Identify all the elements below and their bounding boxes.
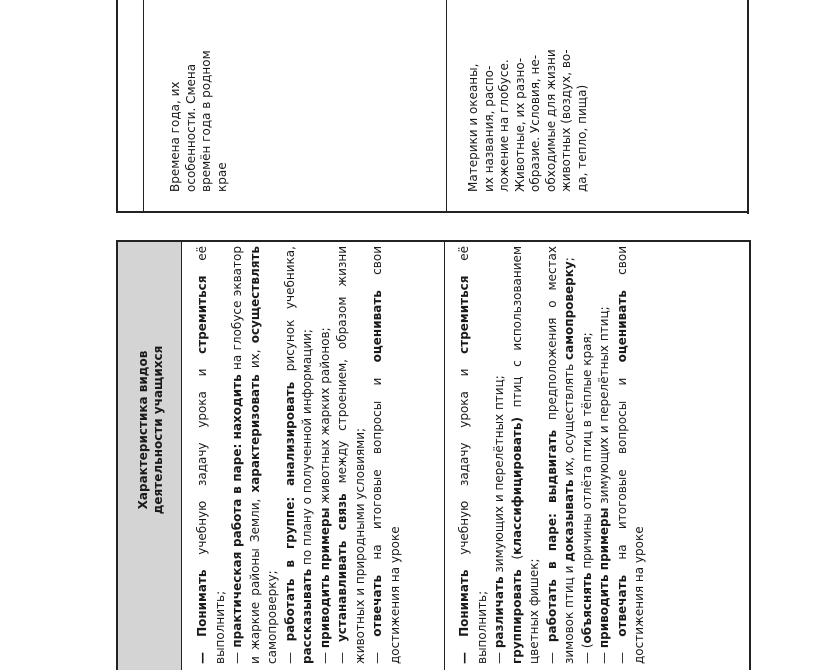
hot-regions-activities — [194, 246, 404, 664]
header-divider — [181, 241, 182, 670]
activity-item — [614, 246, 649, 664]
activity-text: учебную задачу урока и — [195, 353, 209, 570]
activity-text: — — [370, 636, 384, 664]
activity-keyword: объяснять — [579, 572, 594, 644]
activity-item — [194, 246, 229, 664]
activity-keyword: оценивать — [370, 290, 384, 363]
top-table-border-left — [116, 0, 118, 212]
activity-keyword: доказывать — [562, 479, 576, 562]
top-table-divider-1 — [143, 0, 144, 212]
continents-animals-topic-cell: Материки и океаны, их названия, распо- ложение на глобусе. Животные, их разно- образие. Условия, не- обходимые для жизни животных (воздух, во- да, тепло, пища) — [466, 49, 589, 192]
activity-text: рисунок учебника, — [282, 246, 297, 382]
activity-text: — — [614, 636, 629, 664]
activity-keyword: приводить примеры — [597, 507, 611, 649]
activity-text: её выполнить; — [195, 246, 227, 664]
activity-keyword: работать в паре: выдвигать — [544, 429, 559, 643]
activity-item — [282, 246, 317, 664]
activity-keyword: практическая работа в паре: — [230, 443, 244, 648]
activity-item — [317, 246, 335, 664]
activity-item — [334, 246, 369, 664]
activity-keyword: оценивать — [614, 290, 629, 363]
activity-keyword: — Понимать — [195, 569, 209, 664]
activity-text: ; — [562, 257, 576, 262]
activity-keyword: приводить примеры — [317, 507, 332, 649]
activity-keyword: отвечать — [614, 574, 629, 637]
activity-item — [229, 246, 282, 664]
activity-text: — — [335, 642, 349, 664]
activity-text: — — [282, 641, 297, 664]
row-divider — [444, 241, 445, 670]
activity-text: их, осуществлять — [562, 359, 576, 480]
activity-keyword: — Понимать — [457, 569, 471, 664]
activity-keyword: группировать — [509, 569, 524, 664]
top-table-border-bottom — [116, 211, 749, 213]
activity-characteristics-header: Характеристика видов деятельности учащихся — [136, 345, 165, 515]
activity-text: животных жарких районов; — [317, 327, 332, 508]
season-topic-cell: Времена года, их особенности. Смена времён года в родном крае — [168, 50, 229, 192]
activity-text: причины отлёта птиц в тёплые края; — [579, 332, 594, 573]
activity-keyword: находить — [230, 374, 244, 440]
activity-item — [509, 246, 544, 664]
activity-item — [456, 246, 491, 664]
activity-text: учебную задачу урока и — [457, 353, 471, 570]
activity-keyword: самопроверку — [562, 261, 576, 360]
activity-text: — — [544, 642, 559, 664]
activity-text: — — [597, 648, 611, 664]
activity-text: — — [492, 648, 506, 664]
activity-keyword: осуществлять — [247, 246, 262, 344]
activity-text: свои достижения на уроке — [370, 246, 402, 664]
activity-text: предположения о местах зимовок птиц и — [544, 246, 576, 664]
activity-text: между строением, образом жизни животных и природными условиями; — [335, 246, 367, 664]
activity-item — [544, 246, 579, 664]
activity-text: зимующих и перелётных птиц; — [492, 375, 506, 577]
activity-keyword: работать в группе: анализировать — [282, 381, 297, 642]
activity-text: на глобусе экватор и жаркие районы Земли, — [230, 246, 262, 664]
activity-text: птиц с использованием цветных фишек; — [509, 246, 541, 664]
activity-keyword: различать — [492, 576, 506, 649]
activity-text: зимующих и перелётных птиц; — [597, 306, 611, 508]
activity-text: самопроверку; — [265, 570, 279, 664]
activity-keyword: рассказывать — [300, 568, 314, 664]
top-table-divider-2 — [446, 0, 447, 212]
activity-text: — — [317, 648, 332, 664]
activity-keyword: классифицировать) — [509, 417, 524, 555]
activity-keyword: отвечать — [370, 574, 384, 637]
activity-item — [579, 246, 597, 664]
activity-text: — — [230, 647, 244, 664]
activity-text: по плану о полученной информации; — [300, 329, 314, 569]
activity-keyword: характеризовать — [247, 374, 262, 493]
activity-item — [491, 246, 509, 664]
activity-keyword: стремиться — [457, 275, 471, 354]
activity-item — [596, 246, 614, 664]
activity-text — [230, 439, 244, 443]
activity-text: свои достижения на уроке — [614, 246, 646, 664]
activity-keyword: стремиться — [195, 275, 209, 354]
activity-item — [369, 246, 404, 664]
birds-activities — [456, 246, 649, 664]
bottom-table-border-right — [749, 240, 751, 670]
bottom-table-border-left — [116, 240, 118, 670]
activity-text: на итоговые вопросы и — [614, 362, 629, 575]
activity-text: её выполнить; — [457, 246, 489, 664]
activity-text: — ( — [579, 643, 594, 664]
activity-keyword: устанавливать связь — [335, 493, 349, 643]
bottom-table-border-top — [116, 240, 751, 242]
activity-text: их, — [247, 343, 262, 375]
activity-text: ( — [509, 554, 524, 570]
top-table-border-right — [747, 0, 749, 214]
activity-text: на итоговые вопросы и — [370, 362, 384, 575]
